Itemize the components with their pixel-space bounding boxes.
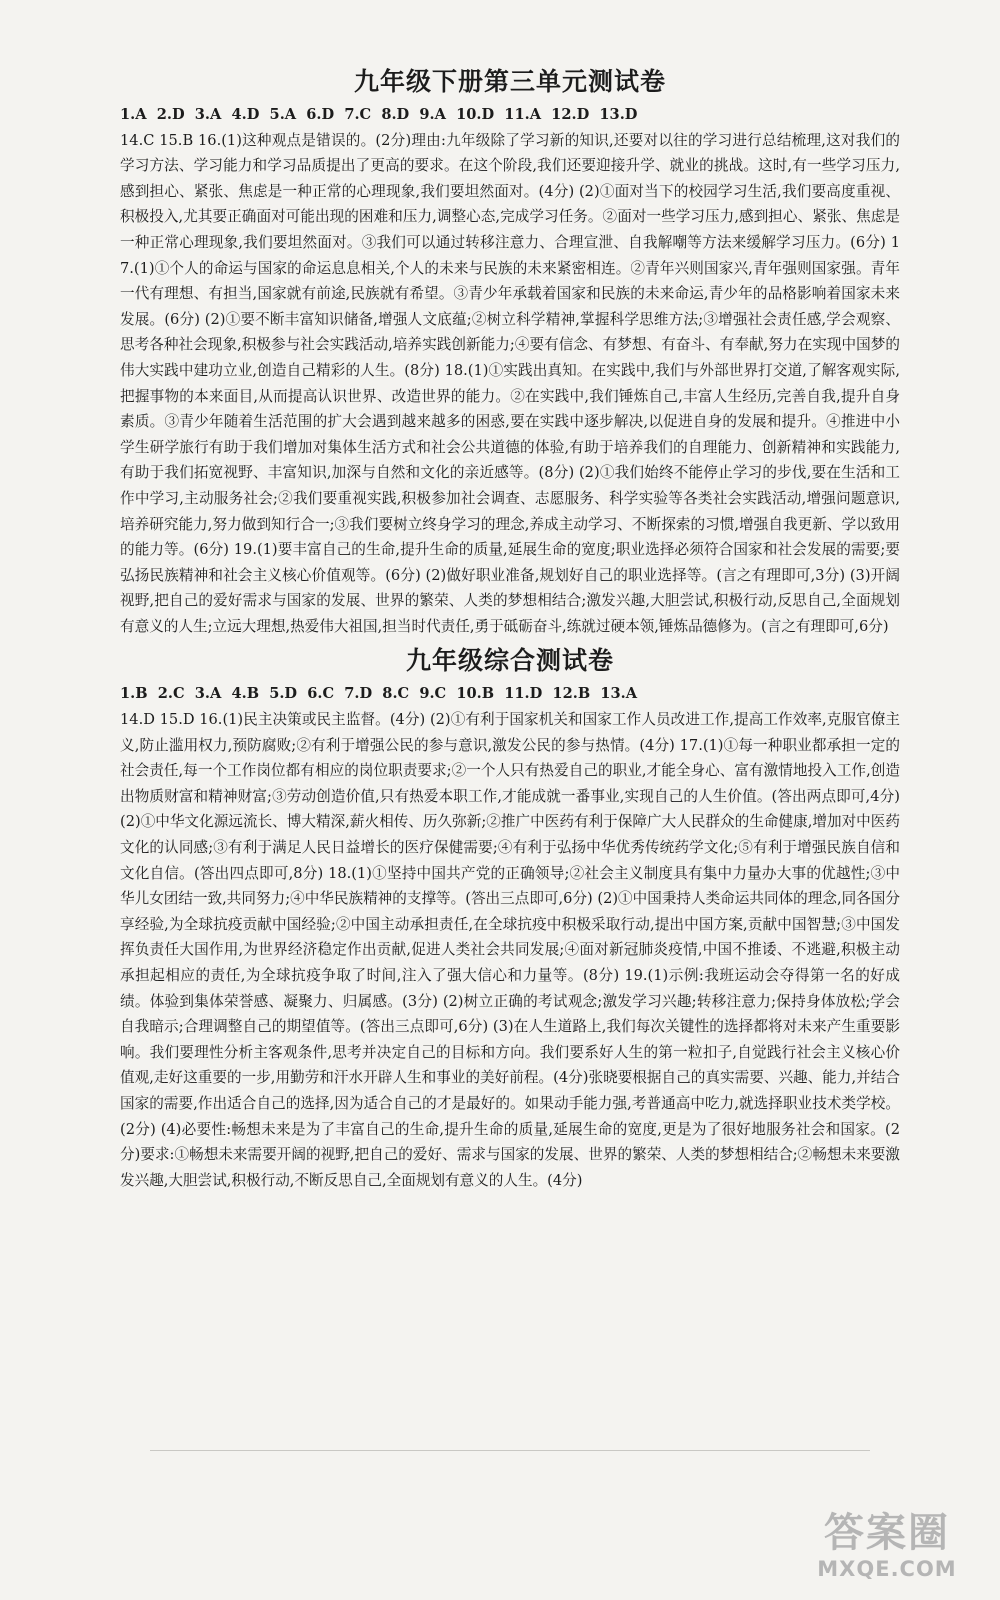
section-title-comprehensive: 九年级综合测试卷 — [405, 646, 614, 676]
section-title-unit3: 九年级下册第三单元测试卷 — [353, 67, 666, 96]
answers-body-unit3: 14.C 15.B 16.(1)这种观点是错误的。(2分)理由:九年级除了学习新的知识,还要对以往的学习进行总结梳理,这对我们的学习方法、学习能力和学习品质提出了更高的要求。在这个阶段,我们还要迎接升学、就业的挑战。这时,有一些学习压力,感到担心、紧张、焦虑是一种正常的心理现象,我们要坦然面对。(4分) (2)①面对当下的校园学习生活,我们要高度重视、积极投入,尤其要正确面对可能出现的困难和压力,调整心态,完成学习任务。②面对一些学习压力,感到担心、紧张、焦虑是一种正常心理现象,我们要坦然面对。③我们可以通过转移注意力、合理宣泄、自我解嘲等方法来缓解学习压力。(6分) 17.(1)①个人的命运与国家的命运息息相关,个人的未来与民族的未来紧密相连。②青年兴则国家兴,青年强则国家强。青年一代有理想、有担当,国家就有前途,民族就有希望。③青少年承载着国家和民族的未来命运,青少年的品格影响着国家未来发展。(6分) (2)①要不断丰富知识储备,增强人文底蕴;②树立科学精神,掌握科学思维方法;③增强社会责任感,学会观察、思考各种社会现象,积极参与社会实践活动,培养实践创新能力;④要有信念、有梦想、有奋斗、有奉献,努力在实现中国梦的伟大实践中建功立业,创造自己精彩的人生。(8分) 18.(1)①实践出真知。在实践中,我们与外部世界打交道,了解客观实际,把握事物的本来面目,从而提高认识世界、改造世界的能力。②在实践中,我们锤炼自己,丰富人生经历,完善自我,提升自身素质。③青少年随着生活范围的扩大会遇到越来越多的困惑,要在实践中逐步解决,以促进自身的发展和提升。④推进中小学生研学旅行有助于我们增加对集体生活方式和社会公共道德的体验,有助于培养我们的自理能力、创新精神和实践能力,有助于我们拓宽视野、丰富知识,加深与自然和文化的亲近感等。(8分) (2)①我们始终不能停止学习的步伐,要在生活和工作中学习,主动服务社会;②我们要重视实践,积极参加社会调查、志愿服务、科学实验等各类社会实践活动,增强问题意识,培养研究能力,努力做到知行合一;③我们要树立终身学习的理念,养成主动学习、不断探索的习惯,增强自我更新、学以致用的能力等。(6分) 19.(1)要丰富自己的生命,提升生命的质量,延展生命的宽度;职业选择必须符合国家和社会发展的需要;要弘扬民族精神和社会主义核心价值观等。(6分) (2)做好职业准备,规划好自己的职业选择等。(言之有理即可,3分) (3)开阔视野,把自己的爱好需求与国家的发展、世界的繁荣、人类的梦想相结合;激发兴趣,大胆尝试,积极行动,反思自己,全面规划有意义的人生;立远大理想,热爱伟大祖国,担当时代责任,勇于砥砺奋斗,练就过硬本领,锤炼品德修为。(言之有理即可,6分) — [120, 131, 900, 635]
watermark-text-en: MXQE.COM — [817, 1557, 957, 1581]
watermark-logo — [792, 1510, 982, 1588]
answers-body-comprehensive: 14.D 15.D 16.(1)民主决策或民主监督。(4分) (2)①有利于国家机关和国家工作人员改进工作,提高工作效率,克服官僚主义,防止滥用权力,预防腐败;②有利于增强公民的参与意识,激发公民的参与热情。(4分) 17.(1)①每一种职业都承担一定的社会责任,每一个工作岗位都有相应的岗位职责要求;②一个人只有热爱自己的职业,才能全身心、富有激情地投入工作,创造出物质财富和精神财富;③劳动创造价值,只有热爱本职工作,才能成就一番事业,实现自己的人生价值。(答出两点即可,4分) (2)①中华文化源远流长、博大精深,薪火相传、历久弥新;②推广中医药有利于保障广大人民群众的生命健康,增加对中医药文化的认同感;③有利于满足人民日益增长的医疗保健需要;④有利于弘扬中华优秀传统药学文化;⑤有利于增强民族自信和文化自信。(答出四点即可,8分) 18.(1)①坚持中国共产党的正确领导;②社会主义制度具有集中力量办大事的优越性;③中华儿女团结一致,共同努力;④中华民族精神的支撑等。(答出三点即可,6分) (2)①中国秉持人类命运共同体的理念,同各国分享经验,为全球抗疫贡献中国经验;②中国主动承担责任,在全球抗疫中积极采取行动,提出中国方案,贡献中国智慧;③中国发挥负责任大国作用,为世界经济稳定作出贡献,促进人类社会共同发展;④面对新冠肺炎疫情,中国不推诿、不逃避,积极主动承担起相应的责任,为全球抗疫争取了时间,注入了强大信心和力量等。(8分) 19.(1)示例:我班运动会夺得第一名的好成绩。体验到集体荣誉感、凝聚力、归属感。(3分) (2)树立正确的考试观念;激发学习兴趣;转移注意力;保持身体放松;学会自我暗示;合理调整自己的期望值等。(答出三点即可,6分) (3)在人生道路上,我们每次关键性的选择都将对未来产生重要影响。我们要理性分析主客观条件,思考并决定自己的目标和方向。我们要系好人生的第一粒扣子,自觉践行社会主义核心价值观,走好这重要的一步,用勤劳和汗水开辟人生和事业的美好前程。(4分)张晓要根据自己的真实需要、兴趣、能力,并结合国家的需要,作出适合自己的选择,因为适合自己的才是最好的。如果动手能力强,考普通高中吃力,就选择职业技术类学校。(2分) (4)必要性:畅想未来是为了丰富自己的生命,提升生命的质量,延展生命的宽度,更是为了很好地服务社会和国家。(2分)要求:①畅想未来需要开阔的视野,把自己的爱好、需求与国家的发展、世界的繁荣、人类的梦想相结合;②畅想未来要激发兴趣,大胆尝试,积极行动,不断反思自己,全面规划有意义的人生。(4分) — [120, 711, 900, 1189]
footer-divider — [150, 1450, 870, 1451]
mc-answers-comprehensive: 1.B 2.C 3.A 4.B 5.D 6.C 7.D 8.C 9.C 10.B 11.D 12.B 13.A — [120, 685, 638, 703]
watermark-text-cn: 答案圈 — [824, 1510, 950, 1556]
mc-answers-unit3: 1.A 2.D 3.A 4.D 5.A 6.D 7.C 8.D 9.A 10.D 11.A 12.D 13.D — [120, 106, 638, 123]
answer-page — [120, 66, 900, 1193]
